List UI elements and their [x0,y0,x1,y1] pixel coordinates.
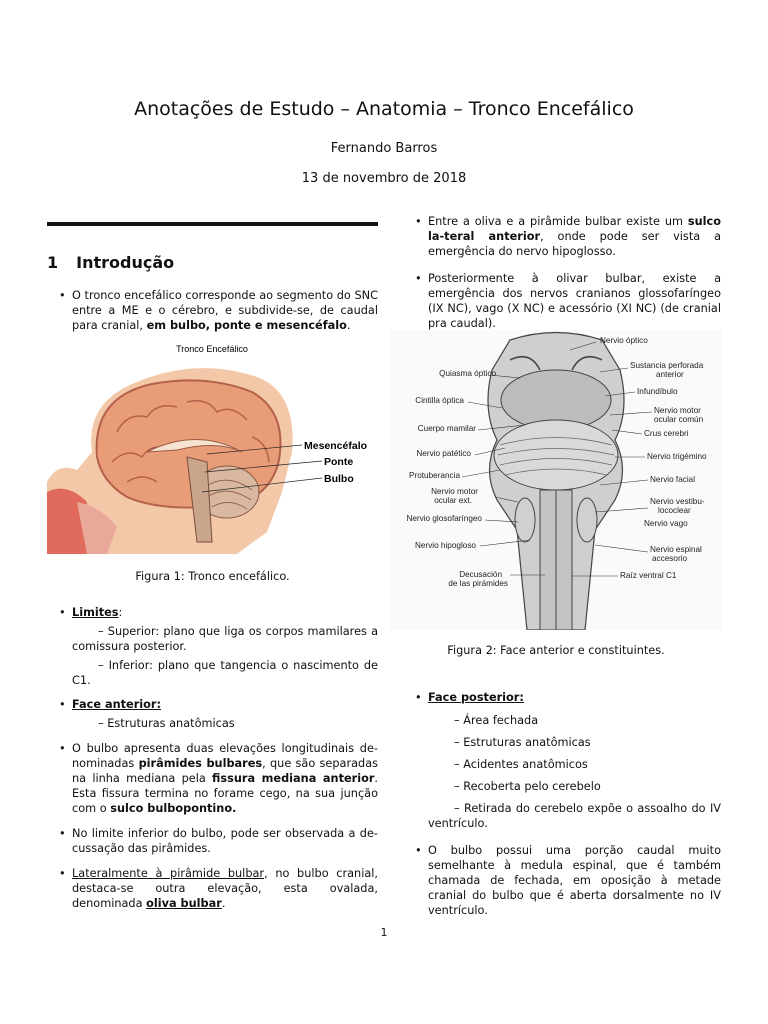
figure-1-image [47,342,378,554]
document-title: Anotações de Estudo – Anatomia – Tronco Encefálico [134,98,634,120]
bullet-bulbo-piramides: • O bulbo apresenta duas elevações longitudinais de-nominadas pirâmides bulbares, que são separadas na linha mediana pela fissura mediana anterior. Esta fissura termina no forame cego, na sua junção com o sulco bulbopontino. [59,742,379,815]
figure-2-label-decusacion-2: de las pirámides [448,579,508,588]
figure-2-label-cuerpo-mamilar: Cuerpo mamilar [417,424,476,433]
figure-2-label-protuberancia: Protuberancia [409,471,460,480]
horizontal-rule [47,222,378,226]
figure-2-label-glosofaringeo: Nervio glosofaríngeo [406,514,482,523]
bullet-sulco-lateral: • Entre a oliva e a pirâmide bulbar existe um sulco la-teral anterior, onde pode ser vista a emergência do nervo hipoglosso. [415,215,721,258]
right-top-block [403,214,721,331]
figure-1-header: Tronco Encefálico [176,344,248,354]
bullet-nervos-cranianos: • Posteriormente à olivar bulbar, existe a emergência dos nervos cranianos glossofaríngeo (IX NC), vago (X NC) e acessório (XI NC) (de cranial pra caudal). [415,272,721,330]
figure-2-label-espinal-1: Nervio espinal [650,545,702,554]
figure-2-caption: Figura 2: Face anterior e constituintes. [447,644,665,657]
section-title: Introdução [76,253,175,272]
bullet-face-anterior: • Face anterior: [59,698,161,711]
figure-2-label-vestibulococlear-1: Nervio vestibu- [650,497,705,506]
figure-1-caption: Figura 1: Tronco encefálico. [135,570,290,583]
figure-2-image [390,330,722,630]
figure-2-label-motor-ocular-ext-2: ocular ext. [434,496,472,505]
section-number: 1 [47,253,59,272]
figure-2-label-sustancia-2: anterior [656,370,684,379]
figure-2-label-motor-ocular-comun-1: Nervio motor [654,406,701,415]
figure-1-label-bulbo: Bulbo [324,473,354,485]
figure-2-label-sustancia-1: Sustancia perforada [630,361,704,370]
figure-2-label-facial: Nervio facial [650,475,696,484]
left-notes-block [47,605,378,911]
figure-2-label-crus-cerebri: Crus cerebri [644,429,689,438]
figure-1-label-mesencefalo: Mesencéfalo [304,440,368,452]
figure-2-label-raiz-c1: Raíz ventral C1 [620,571,677,580]
face-anterior-sub: – Estruturas anatômicas [98,717,235,730]
bullet-decussacao: • No limite inferior do bulbo, pode ser observada a de-cussação das pirâmides. [59,827,378,855]
figure-2-label-motor-ocular-comun-2: ocular común [654,415,704,424]
figure-2-label-vestibulococlear-2: lococlear [658,506,691,515]
bullet-intro: • O tronco encefálico corresponde ao segmento do SNC entre a ME e o cérebro, e subdivide-se, de caudal para cranial, em bulbo, ponte e mesencéfalo. [59,289,378,332]
page-number: 1 [380,926,388,939]
figure-2-label-espinal-2: accesorio [652,554,688,563]
limites-inferior: – Inferior: plano que tangencia o nascimento de C1. [72,659,378,687]
right-bottom-block [403,690,721,918]
bullet-bulbo-caudal: • O bulbo possui uma porção caudal muito semelhante à medula espinal, que é também chamada de fechada, em oposição à metade cranial do bulbo que é aberta dorsalmente no IV ventrículo. [415,844,721,917]
figure-2-label-patetico: Nervio patético [416,449,471,458]
figure-2-label-hipogloso: Nervio hipogloso [415,541,476,550]
figure-2-label-infundibulo: Infundíbulo [637,387,678,396]
figure-2-label-quiasma: Quiasma óptico [439,369,496,378]
bullet-oliva-bulbar: • Lateralmente à pirâmide bulbar, no bulbo cranial, destaca-se outra elevação, esta ovalada, denominada oliva bulbar. [59,867,378,910]
document-author: Fernando Barros [330,141,438,156]
face-posterior-item-4: – Recoberta pelo cerebelo [454,780,601,793]
figure-2-label-decusacion-1: Decusación [459,570,502,579]
figure-2-label-motor-ocular-ext-1: Nervio motor [431,487,478,496]
face-posterior-item-5: – Retirada do cerebelo expõe o assoalho do IV ventrículo. [428,802,721,830]
bullet-limites: • Limites: [59,606,123,619]
figure-2-label-trigemino: Nervio trigémino [647,452,707,461]
face-posterior-item-3: – Acidentes anatômicos [454,758,588,771]
bullet-face-posterior: • Face posterior: [415,691,524,704]
limites-superior: – Superior: plano que liga os corpos mamilares a comissura posterior. [72,625,378,653]
document-date: 13 de novembro de 2018 [301,171,467,186]
face-posterior-item-1: – Área fechada [454,714,539,727]
left-intro-block [47,288,378,333]
figure-2-label-vago: Nervio vago [644,519,688,528]
face-posterior-item-2: – Estruturas anatômicas [454,736,591,749]
figure-2-label-cintilla: Cintilla óptica [415,396,464,405]
section-heading [47,253,174,272]
figure-2-label-nervio-optico: Nervio óptico [600,336,648,345]
figure-1-label-ponte: Ponte [324,456,354,468]
